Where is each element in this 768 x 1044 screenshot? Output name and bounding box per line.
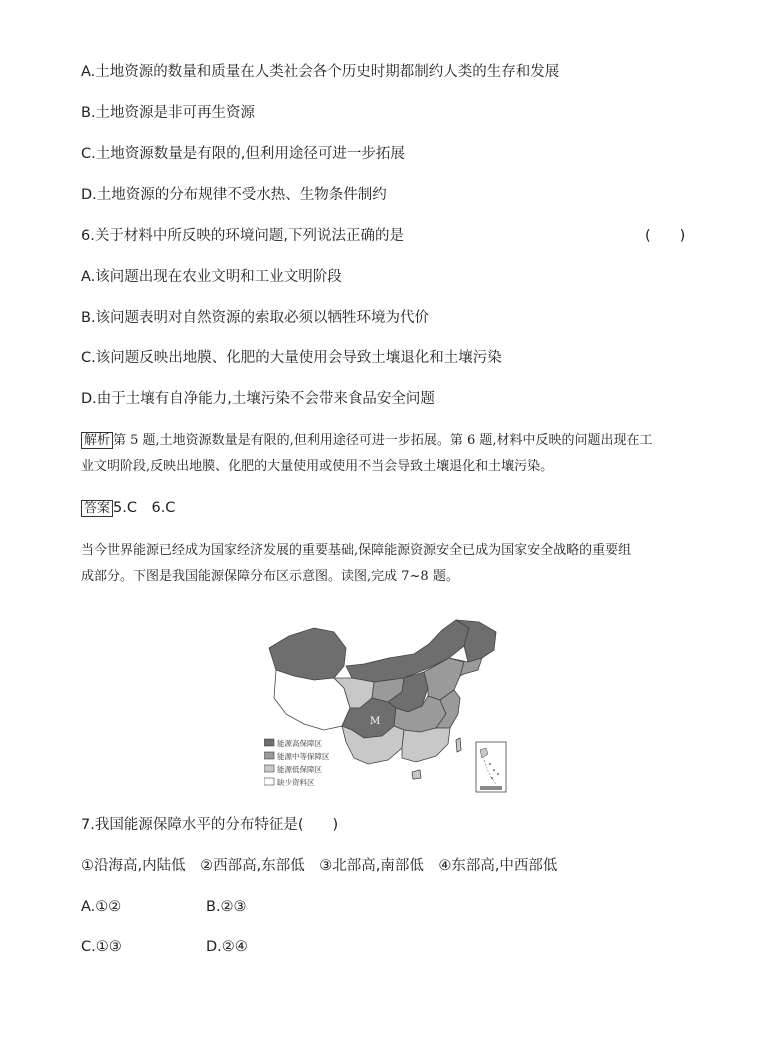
map-region-hainan	[412, 770, 421, 779]
map-legend	[264, 738, 330, 787]
q6-option-d: D.由于土壤有自净能力,土壤污染不会带来食品安全问题	[81, 391, 435, 407]
map-region-south	[402, 728, 450, 762]
material-line-2: 成部分。下图是我国能源保障分布区示意图。读图,完成 7~8 题。	[81, 569, 459, 584]
q6-option-a: A.该问题出现在农业文明和工业文明阶段	[81, 269, 342, 285]
q7-option-d: D.②④	[206, 939, 248, 955]
q5-option-b: B.土地资源是非可再生资源	[81, 105, 256, 121]
q6-stem: 6.关于材料中所反映的环境问题,下列说法正确的是	[81, 228, 404, 244]
map-region-taiwan	[456, 738, 461, 752]
china-energy-map	[264, 618, 508, 798]
answer-text: 5.C 6.C	[113, 500, 176, 516]
legend-swatch-none	[264, 778, 274, 785]
legend-label-low: 能源低保障区	[277, 765, 322, 774]
legend-swatch-high	[264, 739, 274, 746]
legend-label-high: 能源高保障区	[277, 739, 322, 748]
answer-tag: 答案	[81, 500, 113, 517]
q5-option-d: D.土地资源的分布规律不受水热、生物条件制约	[81, 187, 387, 203]
q5-option-a: A.土地资源的数量和质量在人类社会各个历史时期都制约人类的生存和发展	[81, 64, 560, 80]
answer-line	[81, 498, 175, 519]
q7-statements: ①沿海高,内陆低 ②西部高,东部低 ③北部高,南部低 ④东部高,中西部低	[81, 858, 558, 874]
q6-answer-paren: ( )	[645, 228, 686, 244]
q7-stem: 7.我国能源保障水平的分布特征是( )	[81, 817, 339, 833]
q7-option-b: B.②③	[206, 899, 247, 915]
south-china-sea-inset	[476, 742, 506, 792]
q5-option-c: C.土地资源数量是有限的,但利用途径可进一步拓展	[81, 146, 405, 162]
analysis-text-1: 第 5 题,土地资源数量是有限的,但利用途径可进一步拓展。第 6 题,材料中反映的问题出现在工	[113, 433, 653, 448]
q7-option-c: C.①③	[81, 939, 122, 955]
legend-label-none: 缺少资料区	[277, 778, 315, 787]
analysis-tag: 解析	[81, 432, 113, 449]
map-marker-m: M	[370, 716, 381, 727]
q6-option-c: C.该问题反映出地膜、化肥的大量使用会导致土壤退化和土壤污染	[81, 350, 502, 366]
legend-swatch-medium	[264, 752, 274, 759]
q6-option-b: B.该问题表明对自然资源的索取必须以牺牲环境为代价	[81, 310, 430, 326]
q7-option-a: A.①②	[81, 899, 122, 915]
material-line-1: 当今世界能源已经成为国家经济发展的重要基础,保障能源资源安全已成为国家安全战略的重要组	[81, 543, 632, 558]
analysis-text-2: 业文明阶段,反映出地膜、化肥的大量使用或使用不当会导致土壤退化和土壤污染。	[81, 459, 554, 474]
legend-label-medium: 能源中等保障区	[277, 752, 330, 761]
analysis-line-1	[81, 431, 653, 450]
legend-swatch-low	[264, 765, 274, 772]
